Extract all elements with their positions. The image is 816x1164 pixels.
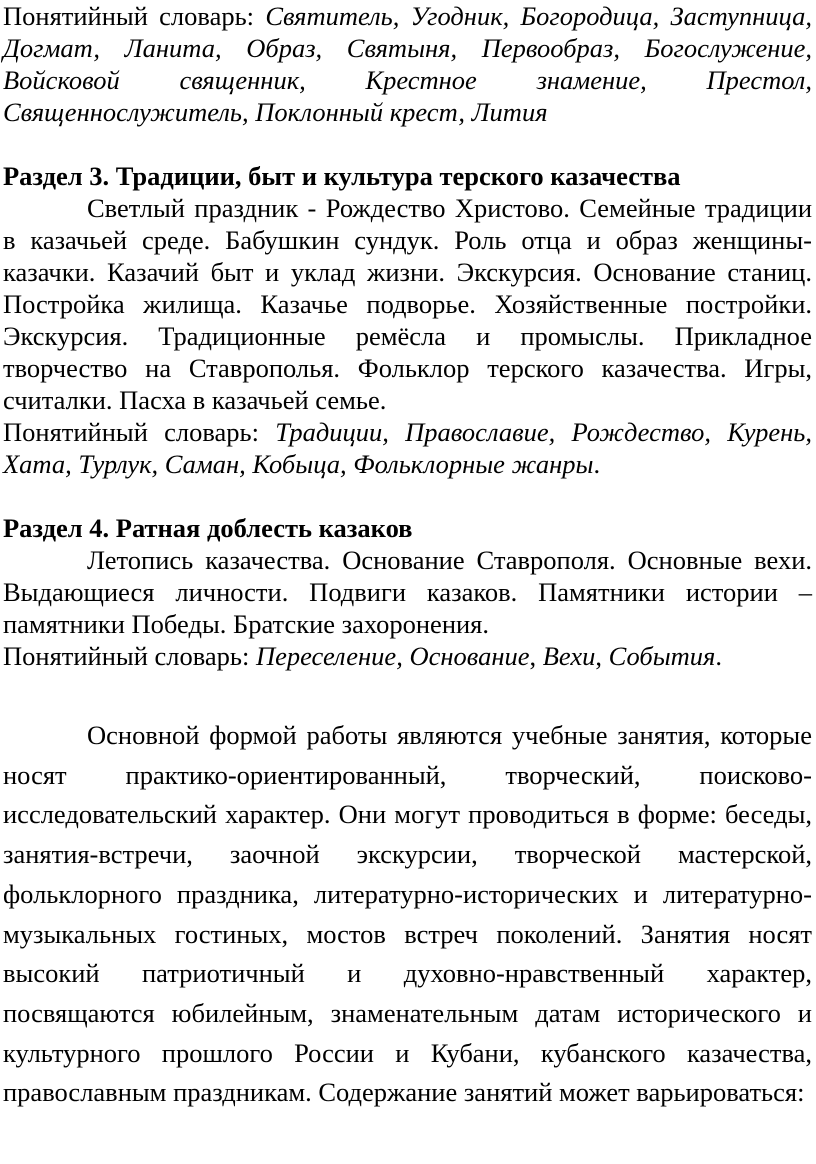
section-3-title: Раздел 3. Традиции, быт и культура терского казачества bbox=[3, 161, 681, 191]
section-3-dictionary bbox=[3, 416, 812, 480]
dictionary-terms: Традиции, Православие, Рождество, Курень, Хата, Турлук, Саман, Кобыца, Фольклорные жанры bbox=[3, 417, 812, 479]
dictionary-paragraph-1 bbox=[3, 0, 812, 128]
section-4-title: Раздел 4. Ратная доблесть казаков bbox=[3, 513, 413, 543]
dictionary-separator: , bbox=[595, 641, 609, 671]
dictionary-term: Переселение, Основание bbox=[255, 641, 530, 671]
dictionary-separator: , bbox=[529, 641, 543, 671]
dictionary-terms: Святитель, Угодник, Богородица, Заступница, Догмат, Ланита, Образ, Святыня, Первообраз, Богослужение, Войсковой священник, Крестное знамение, Престол, Священнослужитель, Поклонный крест, Лития bbox=[3, 1, 812, 127]
dictionary-end: . bbox=[593, 449, 601, 479]
closing-paragraph: Основной формой работы являются учебные занятия, которые носят практико-ориентированный, творческий, поисково-исследовательский характер. Они могут проводиться в форме: беседы, занятия-встречи, заочной экскурсии, творческой мастерской, фольклорного праздника, литературно-исторических и литературно-музыкальных гостиных, мостов встреч поколений. Занятия носят высокий патриотичный и духовно-нравственный характер, посвящаются юбилейным, знаменательным датам исторического и культурного прошлого России и Кубани, кубанского казачества, православным праздникам. Содержание занятий может варьироваться: bbox=[3, 720, 812, 1108]
dictionary-end: . bbox=[715, 641, 722, 671]
section-4-dictionary bbox=[3, 640, 812, 672]
dictionary-label: Понятийный словарь: bbox=[3, 1, 266, 31]
section-3-body: Светлый праздник - Рождество Христово. Семейные традиции в казачьей среде. Бабушкин сундук. Роль отца и образ женщины-казачки. Казачий быт и уклад жизни. Экскурсия. Основание станиц. Постройка жилища. Казачье подворье. Хозяйственные постройки. Экскурсия. Традиционные ремёсла и промыслы. Прикладное творчество на Ставрополья. Фольклор терского казачества. Игры, считалки. Пасха в казачьей семье. bbox=[3, 193, 812, 415]
dictionary-label: Понятийный словарь: bbox=[3, 641, 256, 671]
dictionary-label: Понятийный словарь: bbox=[3, 417, 276, 447]
dictionary-term: Вехи bbox=[542, 641, 596, 671]
section-4-body: Летопись казачества. Основание Ставрополя. Основные вехи. Выдающиеся личности. Подвиги казаков. Памятники истории – памятники Победы. Братские захоронения. bbox=[3, 545, 812, 639]
dictionary-term: События bbox=[608, 641, 716, 671]
